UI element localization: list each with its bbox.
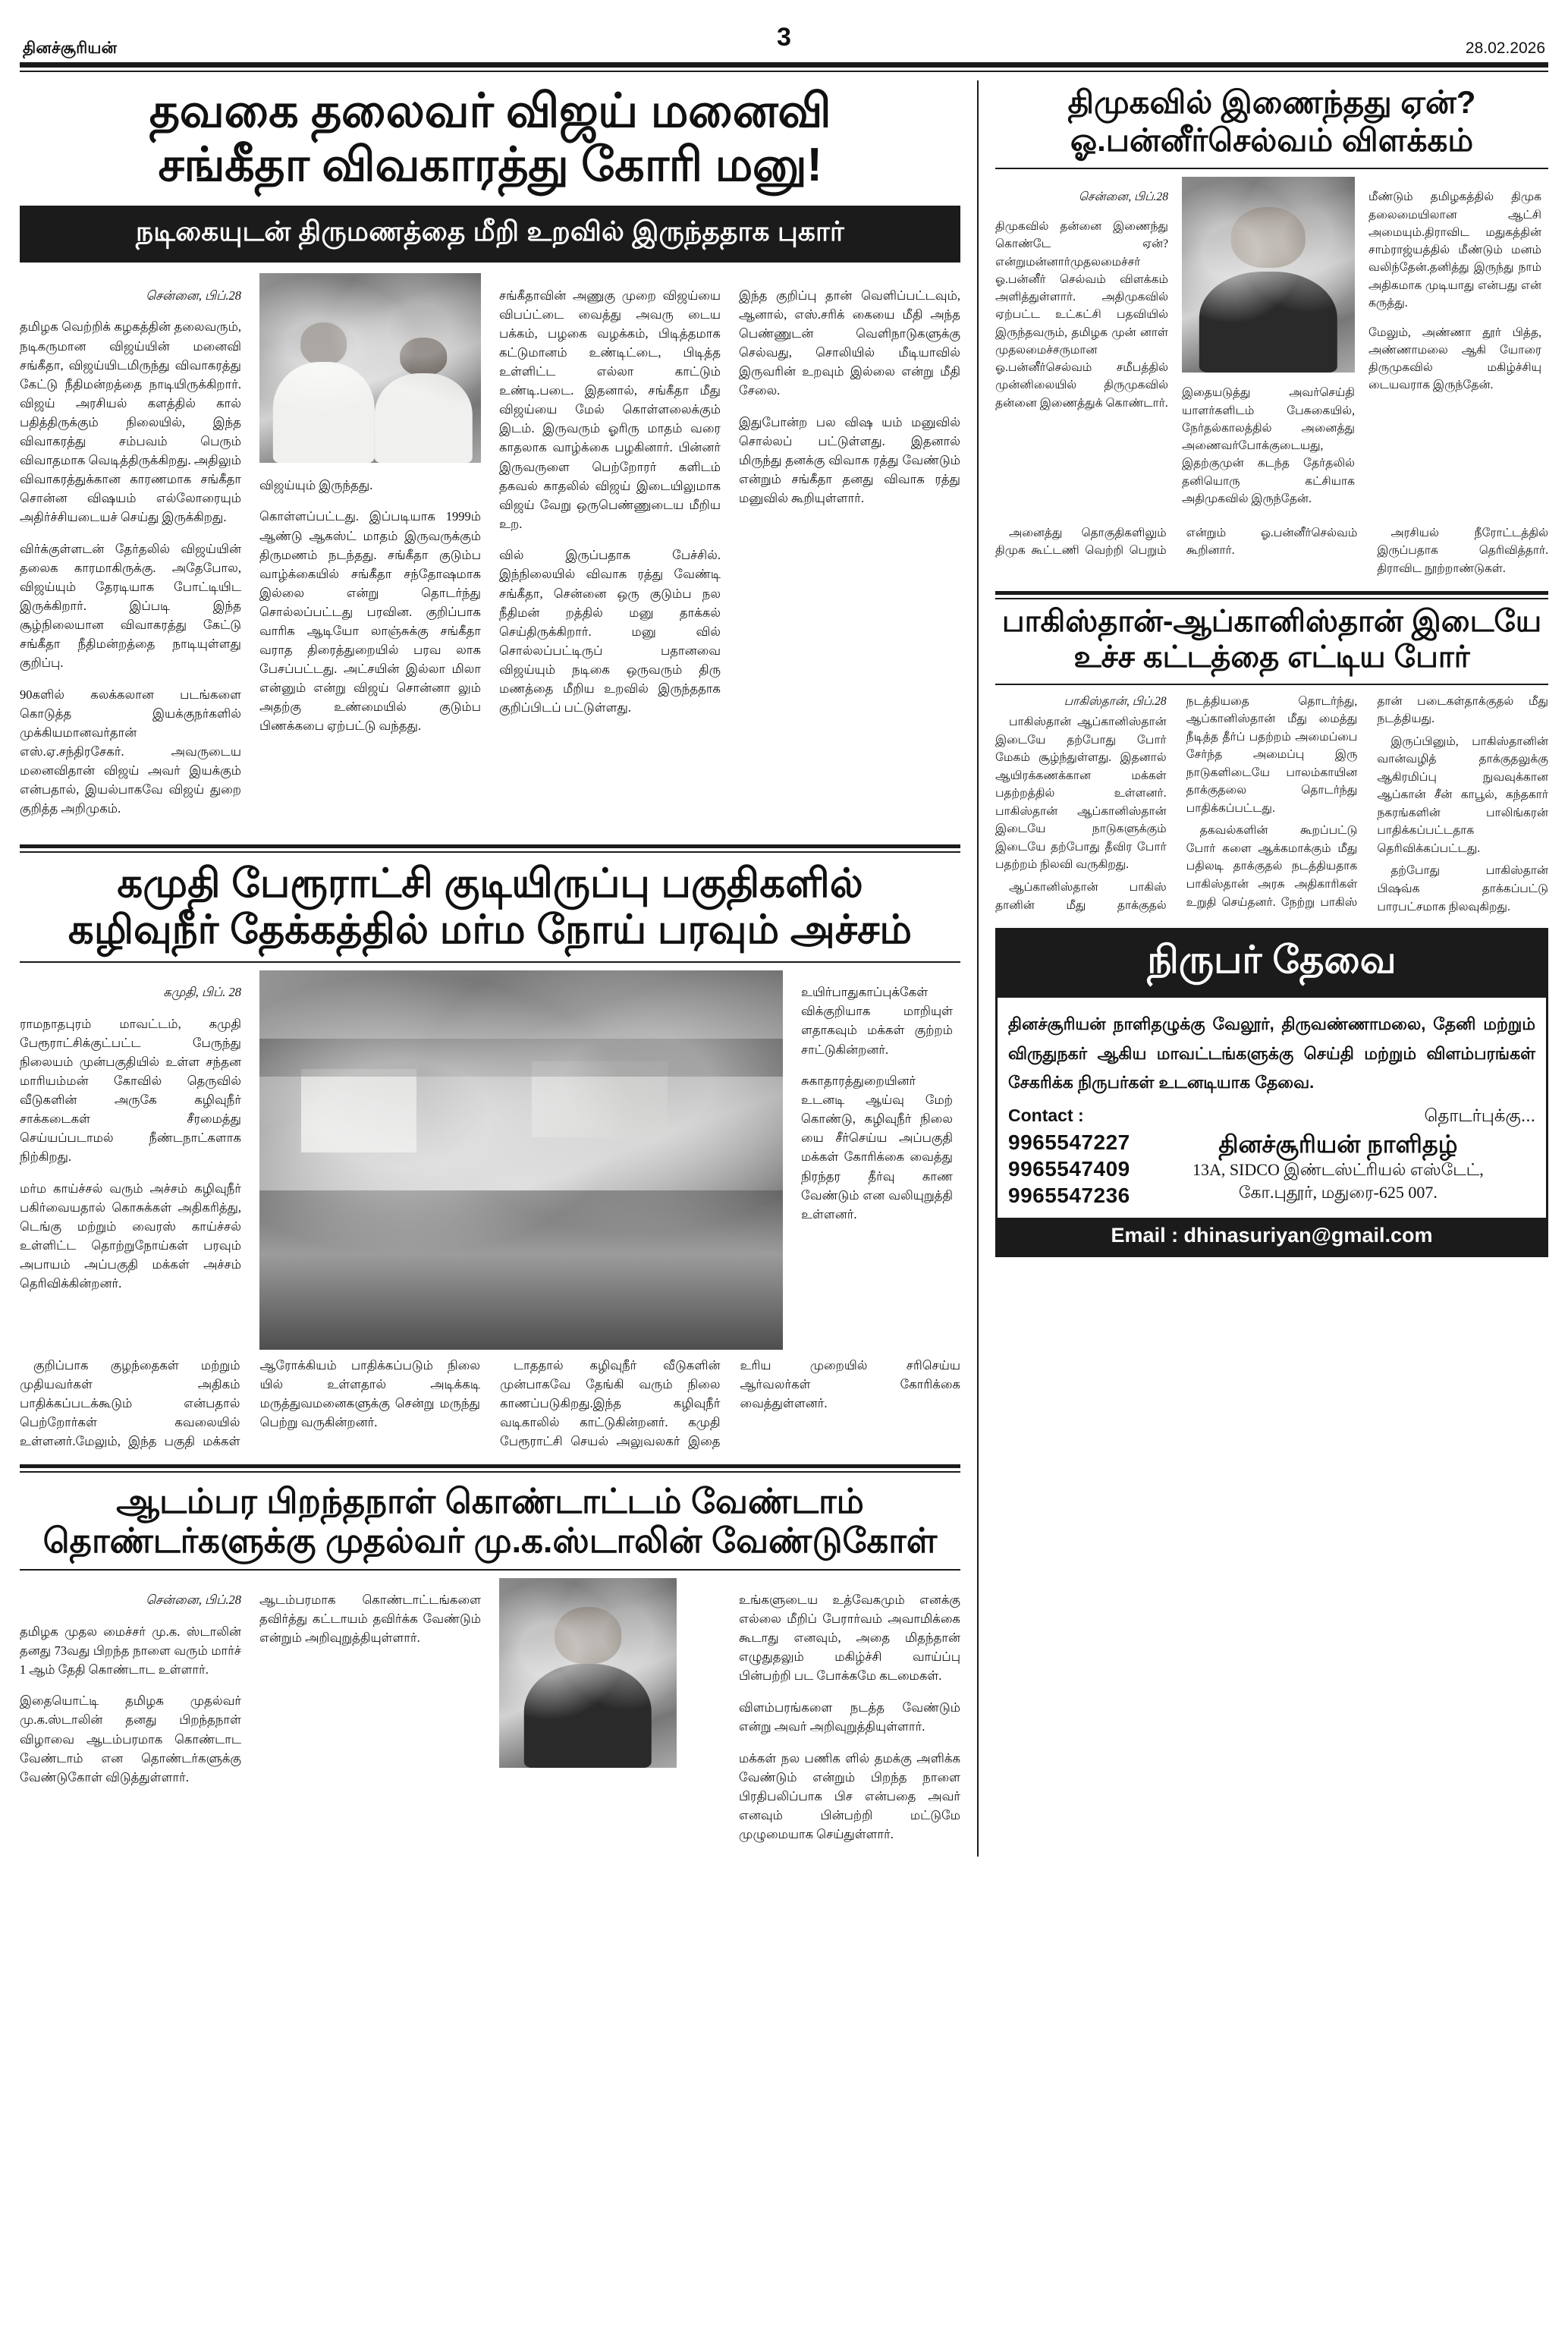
advert-address-line1: 13A, SIDCO இண்டஸ்ட்ரியல் எஸ்டேட், <box>1192 1160 1484 1179</box>
stalin-col-4 <box>739 1578 960 1857</box>
page-body <box>20 80 1548 1857</box>
war-headline-line2: உச்ச கட்டத்தை எட்டிய போர் <box>1073 640 1470 674</box>
person-silhouette-stalin <box>524 1601 652 1768</box>
stalin-headline-line1: ஆடம்பர பிறந்தநாள் கொண்டாட்டம் வேண்டாம் <box>116 1482 864 1521</box>
stalin-headline <box>20 1482 960 1561</box>
war-para-4: இருப்பினும், பாகிஸ்தானின் வான்வழித் தாக்குதலுக்கு ஆகிரமிப்பு நுவவுக்கான ஆப்கான் சீன் காபூல், கந்தகார் நகரங்களின் பாலிங்கரன் பாதிக்கப்பட்டதாக தெரிவிக்கப்பட்டது. <box>1377 734 1548 855</box>
ops-para-3: மீண்டும் தமிழகத்தில் திமுக தலைமையிலான ஆட்சி அமையும்.திராவிட மதுகத்தின் சாம்ராஜ்யத்தில் மீண்டும் மனம் வலிந்தேன்.தனித்து இருந்து நாம் அதிகமாக முடியாது என்பது என் கருத்து. <box>1368 190 1541 310</box>
stalin-para-1: தமிழக முதல மைச்சர் மு.க. ஸ்டாலின் தனது 73வது பிறந்த நாளை வரும் மார்ச் 1 ஆம் தேதி கொண்டாட உள்ளார். <box>20 1624 241 1677</box>
kamuthi-para-6: சுகாதாரத்துறையினர் உடனடி ஆய்வு மேற் கொண்டு, கழிவுநீர் நிலை யை சீர்செய்ய அப்பகுதி மக்கள் கோரிக்கை வைத்து நிரந்தர தீர்வு காண வேண்டும் என வலியுறுத்தி உள்ளனர். <box>801 1074 953 1222</box>
lead-headline-line2: சங்கீதா விவகாரத்து கோரி மனு! <box>158 138 822 191</box>
lead-headline <box>20 85 960 192</box>
kamuthi-body-wrap <box>20 970 960 1350</box>
lead-body-wrap <box>20 273 960 831</box>
war-para-5: தற்போது பாகிஸ்தான் பிஷவ்க தாக்கப்பட்டு பாரபட்சமாக நிலவுகிறது. <box>1377 864 1548 913</box>
kamuthi-dateline: கமுதி, பிப். 28 <box>163 985 241 1000</box>
stalin-para-4: உங்களுடைய உத்வேகமும் எனக்கு எல்லை மீறிப் பேரார்வம் அவாமிக்கை கூடாது எனவும், அதை மிதந்தான் எழுதுதலும் மகிழ்ச்சி வாய்ப்பு பின்பற்றி பட போக்கமே கடமைகள். <box>739 1593 960 1684</box>
kamuthi-lower-cols <box>20 1356 960 1451</box>
stalin-story <box>20 1482 960 1856</box>
person-silhouette-female <box>375 338 472 463</box>
kamuthi-para-3: குறிப்பாக குழந்தைகள் மற்றும் முதியவர்கள் அதிகம் பாதிக்கப்படக்கூடும் என்பதால் பெற்றோர்கள் கவலையில் உள்ளனர்.மேலும், இந்த பகுதி மக்கள் ஆரோக்கியம் பாதிக்கப்படும் நிலை யில் உள்ளதால் அடிக்கடி மருத்துவமனைகளுக்கு சென்று மருந்து பெற்று வருகின்றனர். <box>20 1357 480 1449</box>
advert-phone-3[interactable]: 9965547236 <box>1008 1184 1130 1208</box>
kamuthi-para-2: மர்ம காய்ச்சல் வரும் அச்சம் கழிவுநீர் பகிர்வையதால் கொசுக்கள் அதிகரித்து, டெங்கு மற்றும் வைரஸ் காய்ச்சல் உள்ளிட்ட தொற்றுநோய்கள் பரவும் அபாயம் அப்பகுதி மக்கள் அச்சம் தெரிவிக்கின்றனர். <box>20 1181 241 1291</box>
kamuthi-headline-line1: கமுதி பேரூராட்சி குடியிருப்பு பகுதிகளில் <box>117 860 863 906</box>
war-dateline: பாகிஸ்தான், பிப்.28 <box>1064 694 1167 708</box>
stalin-portrait-photo <box>499 1578 677 1768</box>
stalin-para-3: ஆடம்பரமாக கொண்டாட்டங்களை தவிர்த்து கட்டாயம் தவிர்க்க வேண்டும் என்றும் அறிவுறுத்தியுள்ளார். <box>259 1593 481 1646</box>
lead-para-7: இந்த குறிப்பு தான் வெளிப்பட்டவும், ஆனால், எஸ்.சரிக் கையை மீதி அந்த பெண்ணுடன் வெளிநாடுகளுக்கு செல்வது, சொலியில் மீடியாவில் இருவரின் உறவும் இல்லை என்று மீதி சேலை. <box>739 288 960 398</box>
ops-lower-cols <box>995 524 1548 578</box>
lead-dateline: சென்னை, பிப்.28 <box>146 288 241 303</box>
war-rule <box>995 684 1548 685</box>
kamuthi-para-5: உயிர்பாதுகாப்புக்கேள் விக்குறியாக மாறியுள் ளதாகவும் மக்கள் குற்றம் சாட்டுகின்றனர். <box>801 985 953 1057</box>
masthead <box>20 20 1548 67</box>
advert-address-line2: கோ.புதூர், மதுரை-625 007. <box>1238 1182 1438 1202</box>
recruitment-advert <box>995 928 1548 1257</box>
stalin-para-6: மக்கள் நல பணிக ளில் தமக்கு அளிக்க வேண்டும் என்றும் பிறந்த நாளை பிரதிபலிப்பாக பிச என்பதை அவர் எனவும் பின்பற்றி மட்டுமே முழுமையாக செய்துள்ளார். <box>739 1750 960 1841</box>
kamuthi-story <box>20 860 960 1451</box>
advert-email[interactable]: Email : dhinasuriyan@gmail.com <box>998 1218 1546 1255</box>
section-divider-1b <box>20 851 960 853</box>
stalin-photo-col <box>499 1578 721 1857</box>
stalin-col-1 <box>20 1578 241 1857</box>
lead-para-8: இதுபோன்ற பல விஷ யம் மனுவில் சொல்லப் பட்டுள்ளது. இதனால் மிருந்து தனக்கு விவாக ரத்து வேண்டும் என்றும் சங்கீதா தனது விவாக ரத்து மனுவில் கூறியுள்ளார். <box>739 414 960 506</box>
kamuthi-para-4: டாததால் கழிவுநீர் வீடுகளின் முன்பாகவே தேங்கி வரும் நிலை காணப்படுகிறது.இந்த கழிவுநீர் வடிகாலில் காட்டுகின்றனர். கமுதி பேரூராட்சி செயல் அலுவலகர் இதை உரிய முறையில் சரிசெய்ய ஆர்வலர்கள் கோரிக்கை வைத்துள்ளனர். <box>500 1357 960 1449</box>
ops-rule <box>995 168 1548 169</box>
ops-photo-col <box>1182 177 1355 520</box>
sewage-scene-photo <box>259 970 783 1350</box>
kamuthi-para-1: ராமநாதபுரம் மாவட்டம், கமுதி பேரூராட்சிக்குட்பட்ட பேருந்து நிலையம் முன்பகுதியில் உள்ள சந்தன மாரியம்மன் கோவில் தெருவில் வீடுகளின் அருகே கழிவுநீர் சாக்கடைகள் சீரமைத்து செய்யப்படாமல் நீண்டநாட்களாக நிற்கிறது. <box>20 1016 241 1165</box>
ops-para-5: அனைத்து தொகுதிகளிலும் திமுக கூட்டணி வெற்றி பெறும் என்றும் ஓ.பன்னீர்செல்வம் கூறினார். <box>995 526 1358 558</box>
left-column <box>20 80 960 1857</box>
lead-photo-caption: விஜய்யும் இருந்தது. <box>259 477 373 492</box>
paper-name: தினச்சூரியன் <box>23 39 118 57</box>
ops-story <box>995 83 1548 577</box>
vijay-sangeetha-photo <box>259 273 481 463</box>
ops-col-3 <box>1368 177 1541 520</box>
ops-para-4: மேலும், அண்ணா தூர் பித்த, அண்ணாமலை ஆகி யோரை திருமுகவில் மகிழ்ச்சியு டையவராக இருந்தேன். <box>1368 325 1541 392</box>
advert-address-block <box>1141 1105 1535 1204</box>
ops-para-6: அரசியல் நீரோட்டத்தில் இருப்பதாக தெரிவித்தார். திராவிட நூற்றாண்டுகள். <box>1377 526 1548 575</box>
lead-para-6: வில் இருப்பதாக பேச்சில். இந்நிலையில் விவாக ரத்து வேண்டி சங்கீதா, சென்னை ஒரு குடும்ப நல நீதிமன் றத்தில் மனு தாக்கல் செய்திருக்கிறார். மனு வில் சொல்லப்பட்டிருப் பதானவை விஜய்யும் நடிகை ஒருவரும் திரு மணத்தை மீறிய உறவில் இருந்ததாக குறிப்பிடப் பட்டுள்ளது. <box>499 548 721 715</box>
ops-para-1: திமுகவில் தன்னை இணைந்து கொண்டே ஏன்? என்றுமன்னார்முதலமைச்சர் ஓ.பன்னீர் செல்வம் விளக்கம் அளித்துள்ளார். அதிமுகவில் ஏற்பட்ட உட்கட்சி பதவியில் இருந்தவரும், தமிழக முன் னாள் முதலமைச்சருமான ஓ.பன்னீர்செல்வம் சமீபத்தில் முன்னிலையில் திருமுகவில் தன்னை இணைத்துக் கொண்டார். <box>995 220 1168 410</box>
ops-headline-line1: திமுகவில் இணைந்தது ஏன்? <box>1067 84 1476 120</box>
war-story <box>995 604 1548 916</box>
war-para-1: பாகிஸ்தான் ஆப்கானிஸ்தான் இடையே தற்போது போர் மேகம் சூழ்ந்துள்ளது. இதனால் ஆயிரக்கணக்கான மக்கள் பதற்றத்தில் உள்ளனர். பாகிஸ்தான் ஆப்கானிஸ்தான் இடையே நாடுகளுக்கும் இடையே தற்போது தீவிர போர் பதற்றம் நிலவி வருகிறது. <box>995 715 1167 872</box>
lead-col-1 <box>20 273 241 831</box>
ops-body-wrap <box>995 177 1548 520</box>
publication-date: 28.02.2026 <box>1465 39 1545 57</box>
advert-body: தினச்சூரியன் நாளிதழுக்கு வேலூர், திருவண்ணாமலை, தேனி மற்றும் விருதுநகர் ஆகிய மாவட்டங்களுக்கு செய்தி மற்றும் விளம்பரங்கள் சேகரிக்க நிருபர்கள் உடனடியாக தேவை. <box>1008 1014 1535 1093</box>
masthead-rule-thick <box>20 62 1548 68</box>
lead-col-2 <box>259 273 481 831</box>
advert-phone-2[interactable]: 9965547409 <box>1008 1156 1130 1181</box>
lead-para-3: 90களில் கலக்கலான படங்களை கொடுத்த இயக்குநர்களில் முக்கியமானவர்தான் எஸ்.ஏ.சந்திரசேகர். அவருடைய மனைவிதான் விஜய் அவர் இயக்கும் என்பதால், இயல்பாகவே விஜய் துறை குறித்த அறிமுகம். <box>20 687 241 816</box>
masthead-rule-thin <box>20 71 1548 72</box>
stalin-para-2: இதையொட்டி தமிழக முதல்வர் மு.க.ஸ்டாலின் தனது பிறந்தநாள் விழாவை ஆடம்பரமாக கொண்டாட வேண்டாம் என தொண்டர்களுக்கு வேண்டுகோள் விடுத்துள்ளார். <box>20 1693 241 1784</box>
right-column <box>977 80 1548 1857</box>
ops-headline-line2: ஓ.பன்னீர்செல்வம் விளக்கம் <box>1070 122 1474 159</box>
lead-col-4 <box>739 273 960 831</box>
war-para-2: ஆப்கானிஸ்தான் பாகிஸ் தானின் மீது தாக்குதல் நடத்தியதை தொடர்ந்து, ஆப்கானிஸ்தான் மீது மைத்து நீடித்த தீர்ப் பதற்றம் அமைப்பை சேர்ந்த அமைப்பு இரு நாடுகளிடையே பாலம்காயின தாக்குதலை தொடர்ந்து பாதிக்கப்பட்டது. <box>995 694 1358 912</box>
section-divider-1 <box>20 844 960 848</box>
lead-banner: நடிகையுடன் திருமணத்தை மீறி உறவில் இருந்ததாக புகார் <box>20 206 960 263</box>
stalin-rule <box>20 1569 960 1571</box>
war-headline-line1: பாகிஸ்தான்-ஆப்கானிஸ்தான் இடையே <box>1001 605 1542 639</box>
advert-title: நிருபர் தேவை <box>998 930 1546 998</box>
lead-para-2: விர்க்குள்ளடன் தேர்தலில் விஜய்யின் தலைக காரமாகிருக்கு. அதேபோல, விஜய்யும் தேரடியாக போட்டியிட இருக்கிறார். இப்படி இந்த சூழ்நிலையான விவாகரத்து கேட்டு சங்கீதா நீதிமன்றத்தை நாடியுள்ளது குறிப்பு. <box>20 541 241 671</box>
page-number: 3 <box>777 23 791 52</box>
kamuthi-col-right <box>801 970 953 1350</box>
kamuthi-rule <box>20 961 960 963</box>
lead-col-3 <box>499 273 721 831</box>
section-divider-2b <box>20 1471 960 1473</box>
ops-col-1 <box>995 177 1168 520</box>
war-body-cols <box>995 693 1548 917</box>
person-silhouette-ops <box>1199 204 1337 373</box>
stalin-dateline: சென்னை, பிப்.28 <box>146 1593 241 1608</box>
lead-headline-line1: தவகை தலைவர் விஜய் மனைவி <box>149 85 831 137</box>
section-divider-2 <box>20 1464 960 1468</box>
lead-para-1: தமிழக வெற்றிக் கழகத்தின் தலைவரும், நடிகருமான விஜய்யின் மனைவி சங்கீதா, விஜய்யிடமிருந்து விவாகரத்து கேட்டு நீதிமன்றத்தை நாடியிருக்கிறார். விஜய் அரசியல் களத்தில் கால் பதித்திருக்கும் நிலையில், இந்த விவாகரத்து சம்பவம் பெரும் விவாதமாக வெடித்திருக்கிறது. அதிலும் விவாகரத்துக்கான காரணமாக சங்கீதா சொன்ன விஷயம் எல்லோரையும் அதிர்ச்சியடையச் செய்து இருக்கிறது. <box>20 319 241 525</box>
ops-para-2: இதையடுத்து அவர்செய்தி யாளர்களிடம் பேசுகையில், நேர்தல்காலத்தில் அனைத்து அணைவர்போக்குடையது, இதற்குமுன் கடந்த தேர்தலில் தனியொரு கட்சியாக அதிமுகவில் இருந்தேன். <box>1182 386 1355 505</box>
section-divider-3b <box>995 598 1548 599</box>
war-para-3: தகவல்களின் கூறப்பட்டு போர் களை ஆக்கமாக்கும் மீது பதிலடி தாக்குதல் நடத்தியதாக பாகிஸ்தான் அரசு அதிகாரிகள் உறுதி செய்தனர். நேற்று பாகிஸ் தான் படைகள்தாக்குதல் மீது நடத்தியது. <box>1186 694 1548 909</box>
advert-contact-prefix: தொடர்புக்கு... <box>1424 1105 1535 1125</box>
stalin-col-2 <box>259 1578 481 1857</box>
advert-brand: தினச்சூரியன் நாளிதழ் <box>1218 1130 1458 1158</box>
lead-para-5: சங்கீதாவின் அணுகு முறை விஜய்யை விபப்ட்டை வைத்து அவரு டைய பக்கம், பழகை வழக்கம், பிடித்தமாக கட்டுமானம் உண்டிட்டை, பிடித்த உள்ளிட்ட எல்லா காட்டும் உண்டி.படை. இதனால், சங்கீதா மீது விஜய்யை மேல் கொள்ளலைக்கும் இடம். இருவரும் ஓரிரு மாதம் வரை காதலாக வாழ்க்கை பழகினார். பின்னர் இருவருளை பெற்றோரர் களிடம் தகவல் காதலில் விஜய் இடையிலுமாக விஜய் வேறு ஒருபெண்ணுடைய மீறிய உற. <box>499 288 721 531</box>
kamuthi-photo-col <box>259 970 783 1350</box>
stalin-para-5: விளம்பரங்களை நடத்த வேண்டும் என்று அவர் அறிவுறுத்தியுள்ளார். <box>739 1700 960 1734</box>
advert-contact-label: Contact : <box>1008 1105 1084 1125</box>
advert-phone-1[interactable]: 9965547227 <box>1008 1130 1130 1154</box>
lead-story <box>20 85 960 831</box>
stalin-body-wrap <box>20 1578 960 1857</box>
lead-para-4: கொள்ளப்பட்டது. இப்படியாக 1999ம் ஆண்டு ஆகஸ்ட் மாதம் இருவருக்கும் திருமணம் நடந்தது. சங்கீதா குடும்ப வாழ்க்கையில் சங்கீதா சந்தோஷமாக இல்லை என்று தொடர்ந்து சொல்லப்பட்டது பரவின. குறிப்பாக வாரிக ஆடியோ லாஞ்சுக்கு சங்கீதா வராத திரைத்துறையில் பரவ லாக பேசப்பட்டது. அட்சயின் இல்லா மிலா என்னும் என்று விஜய் சொன்னா லும் அதற்கு உண்மையில் குடும்ப பிணக்கபை ஏற்பட்டு வந்தது. <box>259 509 481 734</box>
ops-dateline: சென்னை, பிப்.28 <box>1078 190 1168 204</box>
kamuthi-col-1 <box>20 970 241 1350</box>
stalin-headline-line2: தொண்டர்களுக்கு முதல்வர் மு.க.ஸ்டாலின் வேண்டுகோள் <box>42 1521 938 1561</box>
kamuthi-headline <box>20 860 960 954</box>
kamuthi-headline-line2: கழிவுநீர் தேக்கத்தில் மர்ம நோய் பரவும் அச்சம் <box>68 907 913 953</box>
panneerselvam-portrait-photo <box>1182 177 1355 373</box>
war-headline <box>995 604 1548 675</box>
advert-phones-block <box>1008 1105 1130 1209</box>
advert-contact <box>998 1105 1546 1218</box>
section-divider-3 <box>995 591 1548 595</box>
person-silhouette-male <box>273 322 375 463</box>
ops-headline <box>995 83 1548 160</box>
